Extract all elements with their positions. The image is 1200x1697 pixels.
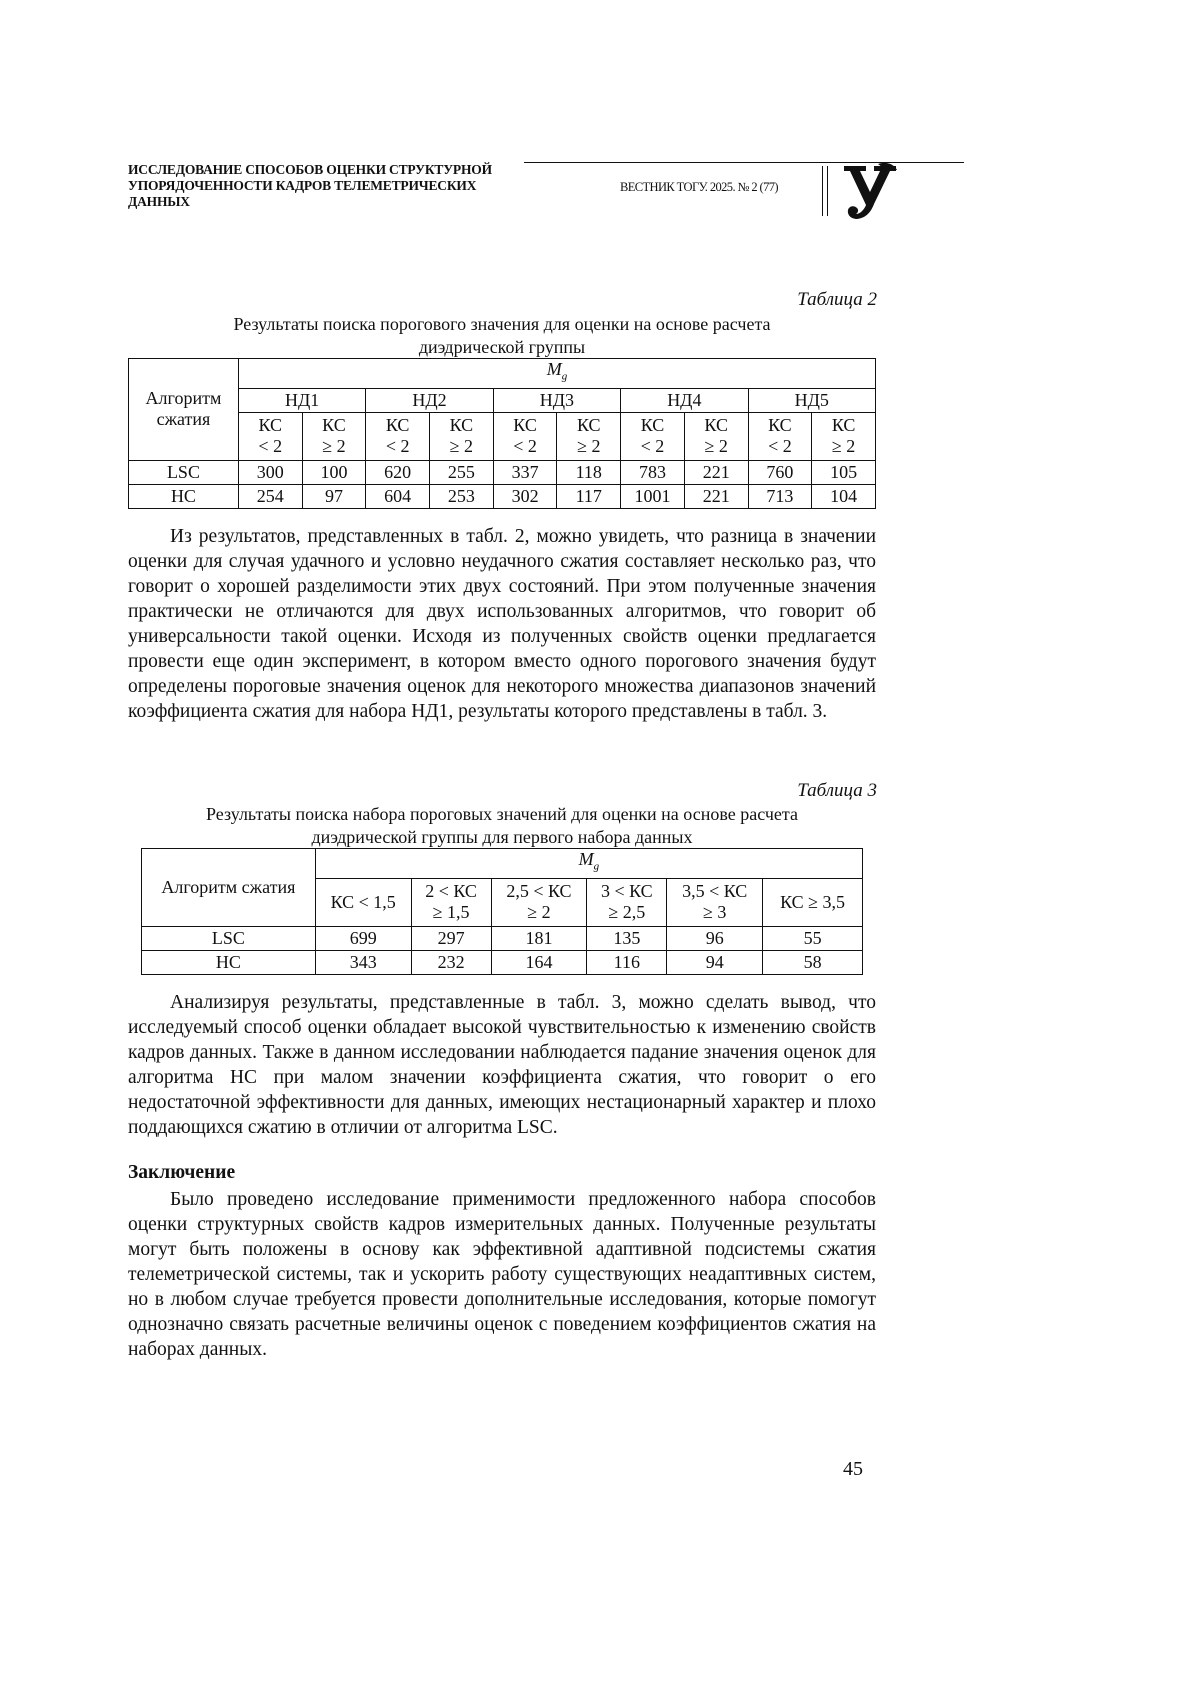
algo-cell: HC <box>142 950 316 974</box>
range-line: 2,5 < КС <box>506 881 572 902</box>
table3 <box>141 848 863 975</box>
value-cell: 620 <box>366 460 430 484</box>
range-header-cell <box>315 878 411 926</box>
dataset-header-cell: НД3 <box>493 388 620 412</box>
kc-header-cell <box>430 412 494 460</box>
value-cell: 255 <box>430 460 494 484</box>
kc-top: КС <box>640 415 665 436</box>
value-cell: 96 <box>667 926 763 950</box>
mg-subscript: g <box>561 370 568 383</box>
running-title-line: УПОРЯДОЧЕННОСТИ КАДРОВ ТЕЛЕМЕТРИЧЕСКИХ <box>128 178 477 193</box>
table3-title <box>128 803 876 849</box>
kc-bottom: < 2 <box>640 436 665 457</box>
table2-label: Таблица 2 <box>797 289 877 310</box>
paragraph-text: Анализируя результаты, представленные в табл. 3, можно сделать вывод, что исследуемый способ оценки обладает высокой чувствительностью к изменению свойств кадров данных. Также в данном исследовании наблюдается падание значения оценок для алгоритма HC при малом значении коэффициента сжатия, что говорит о его недостаточной эффективности для данных, имеющих нестационарный характер и плохо поддающихся сжатию в отличии от алгоритма LSC. <box>128 992 876 1138</box>
mg-symbol: M <box>546 359 562 379</box>
range-line: КС ≥ 3,5 <box>780 891 846 912</box>
mg-symbol: M <box>578 849 594 869</box>
kc-bottom: ≥ 2 <box>831 436 856 457</box>
range-line: ≥ 2,5 <box>608 902 646 923</box>
kc-top: КС <box>449 415 474 436</box>
running-title-line: ДАННЫХ <box>128 194 190 209</box>
kc-top: КС <box>322 415 346 436</box>
kc-top: КС <box>513 415 537 436</box>
table2-title-line: диэдрической группы <box>418 337 586 357</box>
value-cell: 232 <box>411 950 491 974</box>
value-cell: 343 <box>315 950 411 974</box>
algo-header-line: сжатия <box>156 409 211 430</box>
kc-bottom: ≥ 2 <box>577 436 601 457</box>
kc-header-cell <box>557 412 621 460</box>
kc-header-cell <box>366 412 430 460</box>
value-cell: 221 <box>684 484 748 508</box>
algo-cell: LSC <box>129 460 239 484</box>
dataset-header-cell: НД4 <box>621 388 748 412</box>
kc-header-cell <box>238 412 302 460</box>
range-line: 2 < КС <box>425 881 477 902</box>
kc-top: КС <box>385 415 410 436</box>
paragraph-1 <box>128 524 876 724</box>
algo-cell: LSC <box>142 926 316 950</box>
range-line: ≥ 3 <box>703 902 727 923</box>
mg-subscript: g <box>593 860 600 873</box>
value-cell: 97 <box>302 484 366 508</box>
table2 <box>128 358 876 509</box>
kc-bottom: < 2 <box>768 436 792 457</box>
running-header <box>128 162 898 222</box>
table-row <box>129 460 876 484</box>
value-cell: 94 <box>667 950 763 974</box>
paragraph-text: Было проведено исследование применимости предложенного набора способов оценки структурных свойств кадров измерительных данных. Полученные результаты могут быть положены в основу как эффективной адаптивной подсистемы сжатия телеметрической системы, так и ускорить работу существующих неадаптивных систем, но в любом случае требуется провести дополнительные исследования, которые помогут однозначно связать расчетные величины оценок с поведением коэффициентов сжатия на наборах данных. <box>128 1189 876 1360</box>
range-line: ≥ 2 <box>527 902 551 923</box>
value-cell: 254 <box>238 484 302 508</box>
table-row <box>142 926 863 950</box>
running-title <box>128 162 528 210</box>
dataset-header-cell: НД5 <box>748 388 875 412</box>
table3-label: Таблица 3 <box>797 780 877 801</box>
kc-bottom: ≥ 2 <box>449 436 474 457</box>
dataset-header-cell: НД2 <box>366 388 493 412</box>
algo-header-line: Алгоритм <box>145 388 222 409</box>
mg-header-cell <box>238 359 875 389</box>
kc-bottom: < 2 <box>513 436 537 457</box>
kc-bottom: ≥ 2 <box>704 436 728 457</box>
value-cell: 58 <box>763 950 863 974</box>
kc-top: КС <box>576 415 601 436</box>
conclusion-heading: Заключение <box>128 1162 236 1183</box>
kc-header-cell <box>684 412 748 460</box>
paragraph-2 <box>128 990 876 1140</box>
value-cell: 104 <box>812 484 876 508</box>
value-cell: 302 <box>493 484 557 508</box>
range-header-cell <box>763 878 863 926</box>
value-cell: 116 <box>587 950 667 974</box>
running-title-line: ИССЛЕДОВАНИЕ СПОСОБОВ ОЦЕНКИ СТРУКТУРНОЙ <box>128 162 492 177</box>
kc-bottom: < 2 <box>258 436 283 457</box>
value-cell: 100 <box>302 460 366 484</box>
kc-top: КС <box>704 415 728 436</box>
kc-top: КС <box>831 415 856 436</box>
table-row <box>142 950 863 974</box>
value-cell: 1001 <box>621 484 685 508</box>
value-cell: 300 <box>238 460 302 484</box>
kc-header-cell <box>748 412 812 460</box>
value-cell: 117 <box>557 484 621 508</box>
range-line: 3 < КС <box>600 881 653 902</box>
algo-header-cell: Алгоритм сжатия <box>142 849 316 927</box>
algo-header-cell <box>129 359 239 461</box>
value-cell: 135 <box>587 926 667 950</box>
table3-title-line: Результаты поиска набора пороговых значений для оценки на основе расчета <box>206 804 798 824</box>
value-cell: 221 <box>684 460 748 484</box>
kc-bottom: < 2 <box>385 436 410 457</box>
kc-header-cell <box>812 412 876 460</box>
kc-header-cell <box>493 412 557 460</box>
paragraph-text: Из результатов, представленных в табл. 2, можно увидеть, что разница в значении оценки для случая удачного и условно неудачного сжатия составляет несколько раз, что говорит о хорошей разделимости этих двух состояний. При этом полученные значения практически не отличаются для двух использованных алгоритмов, что говорит об универсальности такой оценки. Исходя из полученных свойств оценки предлагается провести еще один эксперимент, в котором вместо одного порогового значения будут определены пороговые значения оценок для некоторого множества диапазонов значений коэффициента сжатия для набора НД1, результаты которого представлены в табл. 3. <box>128 526 876 722</box>
range-line: 3,5 < КС <box>682 881 748 902</box>
value-cell: 297 <box>411 926 491 950</box>
range-header-cell <box>491 878 587 926</box>
table2-title-line: Результаты поиска порогового значения для оценки на основе расчета <box>233 314 771 334</box>
value-cell: 337 <box>493 460 557 484</box>
range-line: КС < 1,5 <box>330 891 396 912</box>
value-cell: 713 <box>748 484 812 508</box>
table-row <box>129 484 876 508</box>
mg-header-cell <box>315 849 862 879</box>
value-cell: 699 <box>315 926 411 950</box>
header-divider <box>827 166 828 216</box>
header-divider <box>822 166 823 216</box>
range-line: ≥ 1,5 <box>432 902 470 923</box>
value-cell: 604 <box>366 484 430 508</box>
journal-logo-icon <box>840 162 900 224</box>
kc-header-cell <box>621 412 685 460</box>
kc-top: КС <box>768 415 792 436</box>
table2-title <box>128 313 876 359</box>
page-number: 45 <box>843 1458 863 1480</box>
journal-name: ВЕСТНИК ТОГУ. 2025. № 2 (77) <box>620 180 778 194</box>
value-cell: 55 <box>763 926 863 950</box>
range-header-cell <box>667 878 763 926</box>
value-cell: 760 <box>748 460 812 484</box>
value-cell: 105 <box>812 460 876 484</box>
table3-title-line: диэдрической группы для первого набора данных <box>311 827 693 847</box>
value-cell: 164 <box>491 950 587 974</box>
kc-bottom: ≥ 2 <box>322 436 346 457</box>
value-cell: 118 <box>557 460 621 484</box>
algo-cell: HC <box>129 484 239 508</box>
dataset-header-cell: НД1 <box>238 388 365 412</box>
range-header-cell <box>587 878 667 926</box>
conclusion-paragraph <box>128 1187 876 1362</box>
kc-top: КС <box>258 415 283 436</box>
range-header-cell <box>411 878 491 926</box>
kc-header-cell <box>302 412 366 460</box>
value-cell: 253 <box>430 484 494 508</box>
value-cell: 783 <box>621 460 685 484</box>
value-cell: 181 <box>491 926 587 950</box>
